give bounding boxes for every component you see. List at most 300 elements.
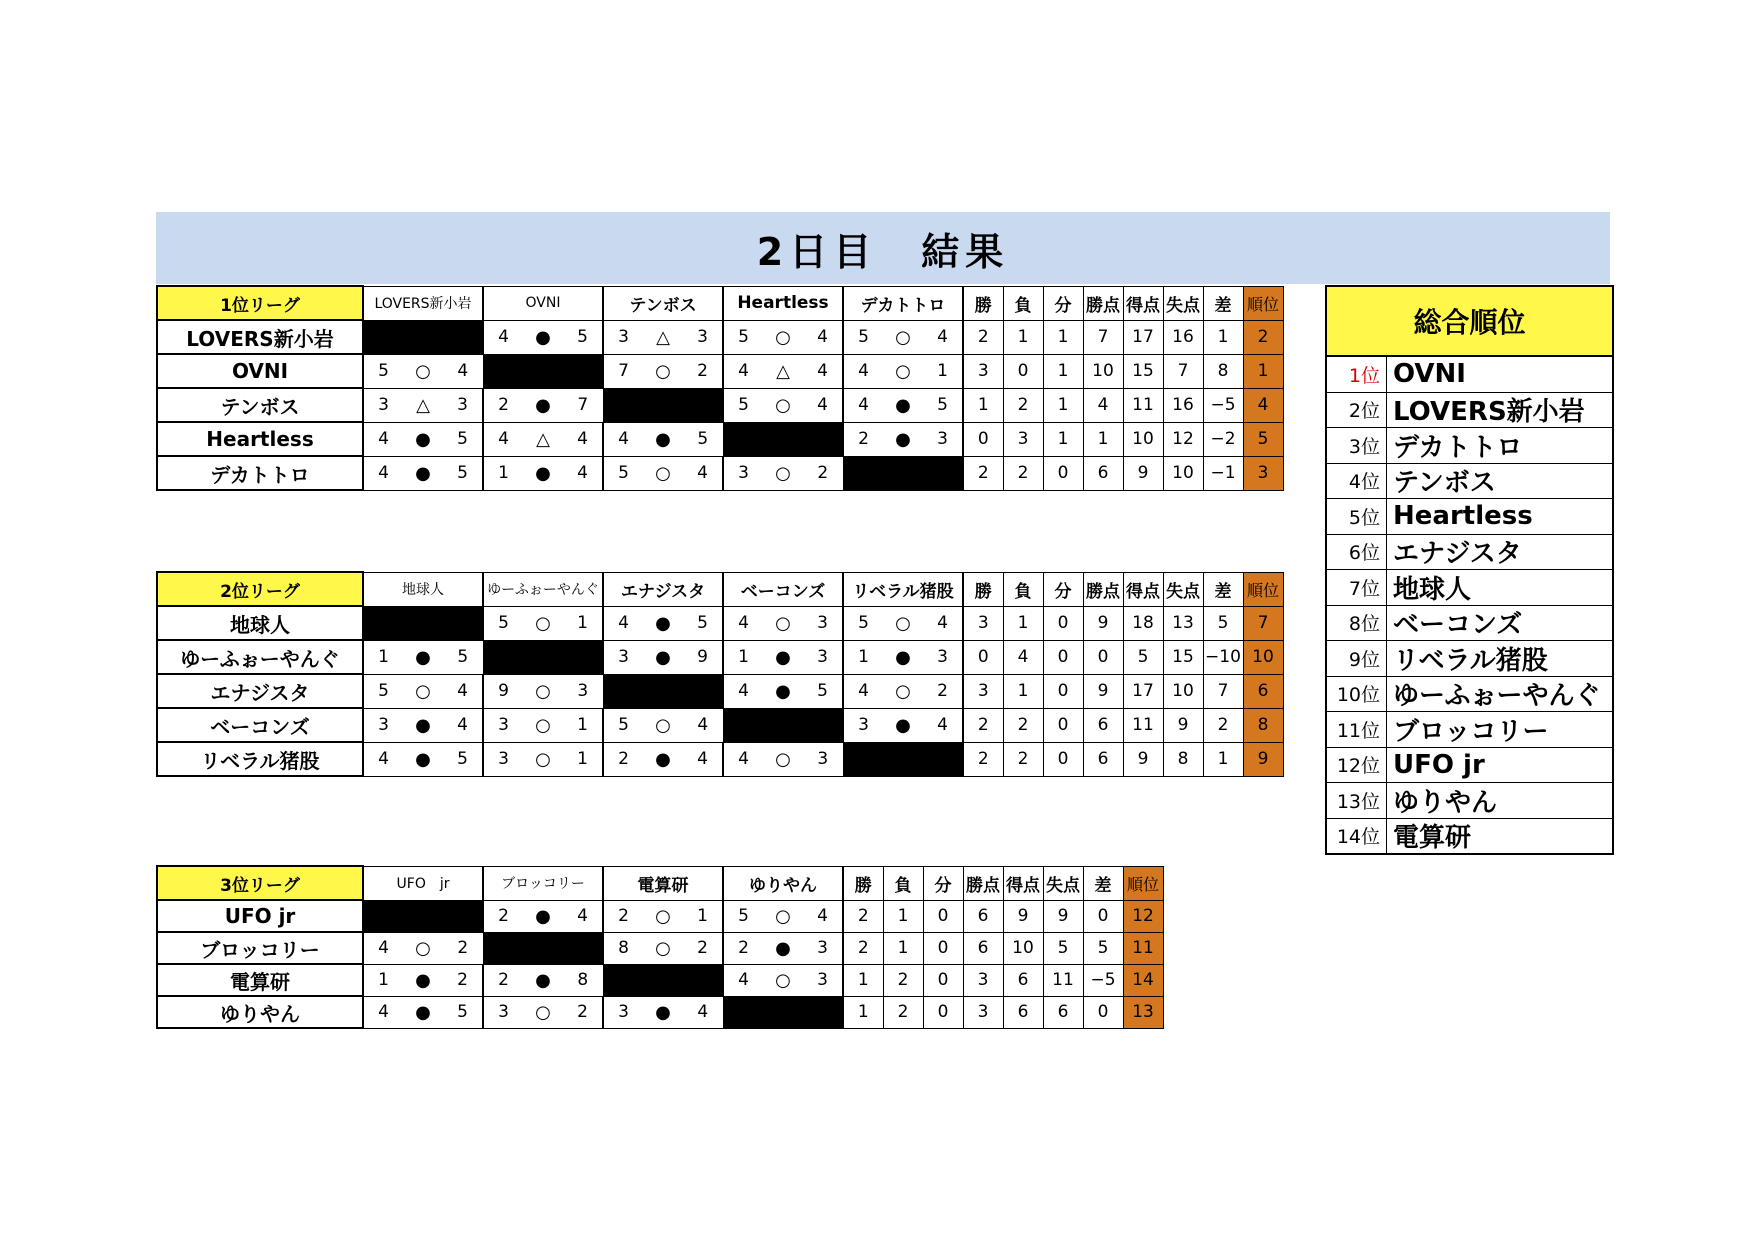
header-row [157, 866, 1163, 900]
stat-value: 1 [843, 964, 883, 996]
opponent-header: デカトトロ [843, 286, 963, 320]
standing-team: デカトトロ [1393, 432, 1523, 463]
stat-value: 10 [1163, 674, 1203, 708]
score-for: 5 [603, 456, 643, 490]
self-match-block [603, 964, 723, 996]
league-rank: 9 [1243, 742, 1283, 776]
result-mark: ○ [883, 354, 923, 388]
stat-value: 9 [1083, 674, 1123, 708]
stat-header: 差 [1203, 286, 1243, 320]
stat-value: 0 [923, 932, 963, 964]
result-mark: ○ [883, 674, 923, 708]
score-against: 1 [563, 742, 603, 776]
team-row [157, 964, 1163, 996]
score-against: 4 [443, 354, 483, 388]
team-name: ブロッコリー [157, 932, 363, 964]
score-for: 1 [723, 640, 763, 674]
stat-value: 0 [1003, 354, 1043, 388]
stat-value: 1 [1003, 674, 1043, 708]
score-against: 2 [443, 932, 483, 964]
team-name: リベラル猪股 [157, 742, 363, 776]
score-for: 5 [363, 354, 403, 388]
result-mark: ● [643, 422, 683, 456]
result-mark: ○ [763, 456, 803, 490]
result-mark: ○ [523, 606, 563, 640]
stat-value: 9 [1043, 900, 1083, 932]
result-mark: ● [643, 742, 683, 776]
team-name: ゆりやん [157, 996, 363, 1028]
opponent-header: Heartless [723, 286, 843, 320]
stat-value: 0 [1083, 996, 1123, 1028]
stat-header: 負 [1003, 572, 1043, 606]
stat-value: 15 [1123, 354, 1163, 388]
self-match-block [363, 900, 483, 932]
result-mark: ● [403, 996, 443, 1028]
standing-row [1327, 535, 1612, 571]
score-for: 4 [843, 674, 883, 708]
stat-header: 得点 [1123, 286, 1163, 320]
score-for: 9 [483, 674, 523, 708]
score-for: 4 [603, 606, 643, 640]
stat-value: 5 [1203, 606, 1243, 640]
score-against: 2 [683, 932, 723, 964]
result-mark: ○ [883, 320, 923, 354]
score-for: 5 [723, 900, 763, 932]
opponent-header: UFO jr [363, 866, 483, 900]
self-match-block [723, 708, 843, 742]
stat-header: 勝 [963, 286, 1003, 320]
self-match-block [483, 354, 603, 388]
overall-standings [1325, 285, 1614, 855]
result-mark: ● [883, 388, 923, 422]
score-against: 3 [803, 640, 843, 674]
score-against: 4 [683, 996, 723, 1028]
standing-team: 電算研 [1393, 823, 1472, 854]
stat-value: 0 [1043, 742, 1083, 776]
score-for: 1 [363, 964, 403, 996]
stat-value: 3 [963, 354, 1003, 388]
stat-value: 16 [1163, 320, 1203, 354]
stat-value: 1 [1043, 388, 1083, 422]
stat-value: 9 [1163, 708, 1203, 742]
self-match-block [363, 320, 483, 354]
stat-value: 1 [883, 932, 923, 964]
stat-value: 0 [923, 900, 963, 932]
result-mark: ● [523, 964, 563, 996]
score-against: 4 [443, 674, 483, 708]
league-rank: 6 [1243, 674, 1283, 708]
score-for: 3 [483, 742, 523, 776]
team-name: ゆーふぉーやんぐ [157, 640, 363, 674]
stat-value: 1 [1203, 742, 1243, 776]
opponent-header: 電算研 [603, 866, 723, 900]
score-against: 4 [923, 320, 963, 354]
stat-value: 1 [1003, 320, 1043, 354]
score-against: 4 [803, 354, 843, 388]
stat-value: 8 [1203, 354, 1243, 388]
result-mark: ● [643, 606, 683, 640]
stat-value: 1 [843, 996, 883, 1028]
team-name: ベーコンズ [157, 708, 363, 742]
standing-rank: 7位 [1327, 570, 1387, 605]
score-against: 3 [923, 422, 963, 456]
score-for: 1 [843, 640, 883, 674]
league-label: 1位リーグ [157, 286, 363, 320]
standing-team: UFO jr [1393, 749, 1485, 780]
result-mark: ● [403, 456, 443, 490]
score-against: 3 [683, 320, 723, 354]
result-mark: ● [523, 320, 563, 354]
stat-header: 勝 [963, 572, 1003, 606]
standing-rank: 8位 [1327, 606, 1387, 641]
standing-team: リベラル猪股 [1393, 645, 1548, 676]
stat-value: 0 [1083, 900, 1123, 932]
standing-row [1327, 464, 1612, 500]
opponent-header: テンボス [603, 286, 723, 320]
stat-value: 3 [1003, 422, 1043, 456]
stat-value: 2 [843, 932, 883, 964]
stat-value: 0 [1083, 640, 1123, 674]
result-mark: ○ [883, 606, 923, 640]
stat-header: 負 [1003, 286, 1043, 320]
result-mark: ○ [763, 320, 803, 354]
standing-rank: 11位 [1327, 712, 1387, 747]
stat-value: 1 [1003, 606, 1043, 640]
score-against: 4 [683, 708, 723, 742]
team-name: Heartless [157, 422, 363, 456]
stat-value: 2 [963, 456, 1003, 490]
result-mark: ● [883, 708, 923, 742]
team-row [157, 708, 1283, 742]
score-for: 1 [363, 640, 403, 674]
standing-rank: 13位 [1327, 783, 1387, 818]
team-name: LOVERS新小岩 [157, 320, 363, 354]
league-rank: 3 [1243, 456, 1283, 490]
opponent-header: ゆーふぉーやんぐ [483, 572, 603, 606]
stat-value: 2 [1003, 456, 1043, 490]
standing-team: ブロッコリー [1393, 716, 1549, 747]
stat-value: 6 [963, 900, 1003, 932]
score-against: 5 [683, 422, 723, 456]
stat-value: 2 [1203, 708, 1243, 742]
opponent-header: エナジスタ [603, 572, 723, 606]
stat-value: 2 [883, 964, 923, 996]
stat-value: 11 [1123, 388, 1163, 422]
league-rank: 2 [1243, 320, 1283, 354]
league-rank: 1 [1243, 354, 1283, 388]
score-for: 2 [723, 932, 763, 964]
standing-rank: 10位 [1327, 677, 1387, 712]
stat-header: 差 [1083, 866, 1123, 900]
result-mark: ○ [523, 674, 563, 708]
stat-header: 勝点 [1083, 572, 1123, 606]
stat-value: −10 [1203, 640, 1243, 674]
stat-value: 4 [1083, 388, 1123, 422]
score-for: 4 [483, 320, 523, 354]
team-row [157, 742, 1283, 776]
stat-value: −5 [1203, 388, 1243, 422]
stat-value: 9 [1123, 456, 1163, 490]
team-row [157, 996, 1163, 1028]
stat-value: 6 [1083, 708, 1123, 742]
score-for: 3 [843, 708, 883, 742]
stat-value: 2 [963, 742, 1003, 776]
result-mark: ○ [643, 932, 683, 964]
standing-rank: 1位 [1327, 357, 1387, 392]
score-against: 4 [683, 456, 723, 490]
stat-header: 失点 [1043, 866, 1083, 900]
standing-team: エナジスタ [1393, 539, 1522, 570]
stat-value: 3 [963, 964, 1003, 996]
team-row [157, 456, 1283, 490]
result-mark: △ [523, 422, 563, 456]
league-label: 2位リーグ [157, 572, 363, 606]
result-mark: ● [403, 422, 443, 456]
stat-value: 12 [1163, 422, 1203, 456]
result-mark: △ [763, 354, 803, 388]
stat-value: 9 [1083, 606, 1123, 640]
team-name: テンボス [157, 388, 363, 422]
standing-team: テンボス [1393, 468, 1496, 499]
stat-value: 3 [963, 606, 1003, 640]
team-row [157, 320, 1283, 354]
result-mark: ● [763, 640, 803, 674]
score-against: 3 [803, 932, 843, 964]
result-mark: ○ [523, 708, 563, 742]
score-against: 4 [803, 320, 843, 354]
stat-value: 0 [963, 640, 1003, 674]
league-rank: 11 [1123, 932, 1163, 964]
standing-rank: 3位 [1327, 428, 1387, 463]
score-for: 3 [603, 320, 643, 354]
score-against: 2 [563, 996, 603, 1028]
score-for: 2 [483, 388, 523, 422]
stat-value: 17 [1123, 320, 1163, 354]
score-against: 3 [803, 964, 843, 996]
stat-header: 失点 [1163, 572, 1203, 606]
self-match-block [603, 674, 723, 708]
team-row [157, 388, 1283, 422]
result-mark: ○ [643, 708, 683, 742]
standing-row [1327, 428, 1612, 464]
stat-header: 得点 [1123, 572, 1163, 606]
result-mark: ● [763, 674, 803, 708]
result-mark: ○ [763, 964, 803, 996]
score-for: 4 [363, 456, 403, 490]
result-mark: ○ [643, 456, 683, 490]
self-match-block [723, 996, 843, 1028]
league-table-3 [156, 865, 1164, 1029]
standing-rank: 12位 [1327, 748, 1387, 783]
score-for: 4 [723, 354, 763, 388]
score-for: 4 [723, 964, 763, 996]
stat-value: 17 [1123, 674, 1163, 708]
stat-value: 15 [1163, 640, 1203, 674]
stat-value: 3 [963, 674, 1003, 708]
stat-header: 分 [1043, 286, 1083, 320]
result-mark: ○ [403, 674, 443, 708]
score-for: 5 [843, 320, 883, 354]
stat-value: 5 [1083, 932, 1123, 964]
score-for: 5 [603, 708, 643, 742]
stat-value: 0 [923, 996, 963, 1028]
standing-rank: 5位 [1327, 499, 1387, 534]
league-rank: 7 [1243, 606, 1283, 640]
standing-row [1327, 748, 1612, 784]
standing-team: Heartless [1393, 501, 1533, 532]
score-for: 3 [483, 996, 523, 1028]
opponent-header: 地球人 [363, 572, 483, 606]
result-mark: ○ [643, 900, 683, 932]
stat-header: 勝点 [1083, 286, 1123, 320]
score-for: 4 [483, 422, 523, 456]
score-for: 3 [603, 640, 643, 674]
result-mark: ○ [763, 606, 803, 640]
score-for: 5 [363, 674, 403, 708]
score-against: 3 [803, 742, 843, 776]
stat-value: 10 [1123, 422, 1163, 456]
score-against: 1 [683, 900, 723, 932]
stat-value: 2 [843, 900, 883, 932]
self-match-block [723, 422, 843, 456]
league-label: 3位リーグ [157, 866, 363, 900]
team-name: 地球人 [157, 606, 363, 640]
score-against: 4 [803, 900, 843, 932]
score-for: 5 [723, 388, 763, 422]
league-rank: 8 [1243, 708, 1283, 742]
score-against: 3 [923, 640, 963, 674]
stat-value: 1 [1043, 422, 1083, 456]
opponent-header: LOVERS新小岩 [363, 286, 483, 320]
standing-row [1327, 677, 1612, 713]
opponent-header: ゆりやん [723, 866, 843, 900]
result-mark: ● [523, 388, 563, 422]
score-against: 4 [563, 456, 603, 490]
score-against: 5 [923, 388, 963, 422]
score-for: 3 [603, 996, 643, 1028]
stat-value: 0 [1043, 606, 1083, 640]
opponent-header: ブロッコリー [483, 866, 603, 900]
stat-value: 0 [1043, 456, 1083, 490]
result-mark: ● [643, 640, 683, 674]
score-against: 5 [803, 674, 843, 708]
overall-title: 総合順位 [1327, 287, 1612, 357]
score-for: 4 [843, 388, 883, 422]
score-for: 7 [603, 354, 643, 388]
stat-value: 11 [1043, 964, 1083, 996]
result-mark: ● [403, 708, 443, 742]
result-mark: ● [523, 900, 563, 932]
team-row [157, 932, 1163, 964]
stat-value: 7 [1203, 674, 1243, 708]
stat-value: 8 [1163, 742, 1203, 776]
stat-header: 失点 [1163, 286, 1203, 320]
standing-row [1327, 570, 1612, 606]
stat-value: −5 [1083, 964, 1123, 996]
score-against: 1 [563, 606, 603, 640]
score-against: 5 [443, 422, 483, 456]
stat-value: 6 [1043, 996, 1083, 1028]
standing-team: 地球人 [1393, 574, 1472, 605]
stat-value: 1 [1203, 320, 1243, 354]
score-against: 5 [443, 742, 483, 776]
score-for: 3 [723, 456, 763, 490]
score-for: 3 [363, 388, 403, 422]
stat-header: 勝点 [963, 866, 1003, 900]
header-row [157, 572, 1283, 606]
stat-value: 1 [1043, 320, 1083, 354]
score-against: 4 [923, 606, 963, 640]
result-mark: ○ [763, 900, 803, 932]
self-match-block [843, 456, 963, 490]
stat-value: 0 [1043, 640, 1083, 674]
score-against: 3 [443, 388, 483, 422]
score-for: 4 [363, 932, 403, 964]
team-row [157, 422, 1283, 456]
team-row [157, 640, 1283, 674]
stat-value: 18 [1123, 606, 1163, 640]
score-against: 5 [443, 996, 483, 1028]
result-mark: ● [643, 996, 683, 1028]
stat-value: 13 [1163, 606, 1203, 640]
league-table-1 [156, 285, 1284, 491]
rank-header: 順位 [1243, 572, 1283, 606]
result-mark: ○ [403, 932, 443, 964]
stat-header: 差 [1203, 572, 1243, 606]
score-against: 4 [443, 708, 483, 742]
opponent-header: OVNI [483, 286, 603, 320]
stat-value: 6 [1083, 456, 1123, 490]
stat-header: 得点 [1003, 866, 1043, 900]
team-row [157, 674, 1283, 708]
score-for: 2 [483, 964, 523, 996]
result-mark: △ [643, 320, 683, 354]
stat-value: 9 [1003, 900, 1043, 932]
stat-value: 2 [1003, 742, 1043, 776]
stat-value: 1 [883, 900, 923, 932]
score-for: 1 [483, 456, 523, 490]
stat-value: 6 [1083, 742, 1123, 776]
score-for: 4 [603, 422, 643, 456]
league-rank: 12 [1123, 900, 1163, 932]
stat-value: 1 [963, 388, 1003, 422]
result-mark: ● [403, 964, 443, 996]
result-mark: ○ [763, 742, 803, 776]
self-match-block [483, 640, 603, 674]
standing-row [1327, 712, 1612, 748]
stat-value: 1 [1043, 354, 1083, 388]
score-for: 8 [603, 932, 643, 964]
team-row [157, 900, 1163, 932]
score-for: 2 [603, 742, 643, 776]
result-mark: ○ [523, 996, 563, 1028]
standing-rank: 2位 [1327, 393, 1387, 428]
standing-team: ベーコンズ [1393, 610, 1523, 641]
result-mark: ● [403, 742, 443, 776]
standing-row [1327, 393, 1612, 429]
stat-value: 5 [1123, 640, 1163, 674]
standing-rank: 4位 [1327, 464, 1387, 499]
stat-value: −2 [1203, 422, 1243, 456]
score-against: 2 [923, 674, 963, 708]
league-rank: 10 [1243, 640, 1283, 674]
score-against: 2 [803, 456, 843, 490]
score-for: 4 [843, 354, 883, 388]
opponent-header: リベラル猪股 [843, 572, 963, 606]
stat-value: 3 [963, 996, 1003, 1028]
stat-value: 6 [1003, 996, 1043, 1028]
result-mark: △ [403, 388, 443, 422]
